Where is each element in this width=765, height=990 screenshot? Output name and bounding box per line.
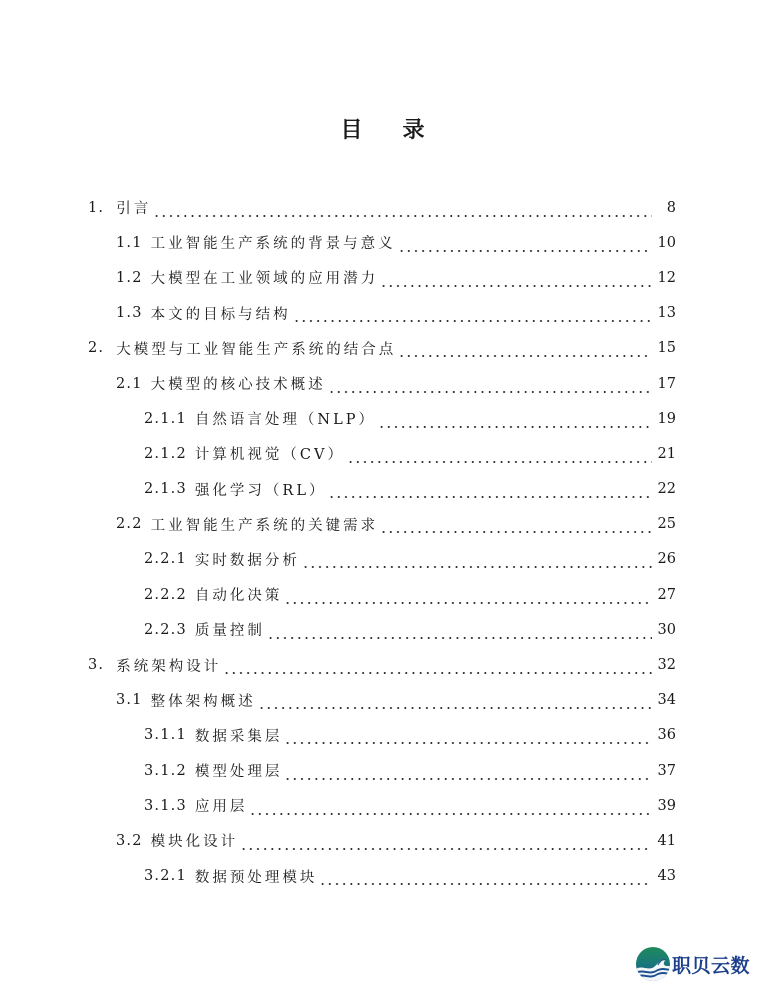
toc-number: 2.1.2 — [144, 445, 187, 462]
toc-page-number: 8 — [666, 199, 676, 216]
dot-leader — [240, 837, 651, 851]
toc-number: 2.2 — [116, 516, 143, 533]
toc-title: 模型处理层 — [194, 764, 283, 781]
toc-title: 本文的目标与结构 — [150, 306, 291, 323]
toc-entry[interactable] — [88, 366, 676, 401]
toc-entry[interactable] — [88, 507, 676, 542]
toc-entry[interactable] — [88, 190, 676, 225]
toc-page-number: 13 — [657, 305, 676, 322]
toc-entry[interactable] — [88, 612, 676, 647]
toc-number: 1.3 — [116, 305, 143, 322]
toc-number: 2.2.2 — [144, 586, 187, 603]
toc-page-number: 30 — [657, 621, 676, 638]
toc-title: 实时数据分析 — [194, 552, 300, 569]
toc-number: 2.1.3 — [144, 481, 187, 498]
toc-page-number: 41 — [657, 832, 676, 849]
toc-title: 自然语言处理（NLP） — [194, 412, 376, 429]
toc-number: 3.1.3 — [144, 797, 187, 814]
toc-number: 2. — [88, 340, 105, 357]
toc-title: 应用层 — [194, 799, 248, 816]
dot-leader — [284, 591, 651, 605]
toc-title: 数据采集层 — [194, 728, 283, 745]
dot-leader — [380, 520, 651, 534]
toc-number: 2.1.1 — [144, 410, 187, 427]
dot-leader — [347, 450, 652, 464]
toc-entry[interactable] — [88, 260, 676, 295]
toc-entry[interactable] — [88, 542, 676, 577]
dot-leader — [293, 309, 652, 323]
toc-entry[interactable] — [88, 647, 676, 682]
toc-number: 3.2 — [116, 832, 143, 849]
toc-title: 工业智能生产系统的背景与意义 — [150, 236, 396, 253]
dot-leader — [328, 380, 652, 394]
toc-page-number: 26 — [657, 551, 676, 568]
title-char-1: 目 — [340, 118, 363, 143]
toc-page-number: 17 — [657, 375, 676, 392]
toc-page-number: 19 — [657, 410, 676, 427]
dot-leader — [319, 872, 651, 886]
toc-title: 工业智能生产系统的关键需求 — [150, 517, 379, 534]
dot-leader — [302, 555, 652, 569]
toc-title: 系统架构设计 — [116, 658, 222, 675]
toc-page-number: 10 — [657, 234, 676, 251]
dot-leader — [249, 802, 651, 816]
toc-number: 3.1.1 — [144, 727, 187, 744]
toc-number: 2.1 — [116, 375, 143, 392]
brand-name: 职贝云数 — [672, 954, 751, 977]
toc-entry[interactable] — [88, 788, 676, 823]
toc-entry[interactable] — [88, 859, 676, 894]
dot-leader — [223, 661, 651, 675]
dot-leader — [378, 415, 652, 429]
table-of-contents — [88, 190, 676, 894]
toc-number: 2.2.1 — [144, 551, 187, 568]
toc-title: 大模型与工业智能生产系统的结合点 — [116, 341, 397, 358]
toc-number: 2.2.3 — [144, 621, 187, 638]
toc-entry[interactable] — [88, 401, 676, 436]
toc-page-number: 12 — [657, 269, 676, 286]
toc-entry[interactable] — [88, 472, 676, 507]
toc-number: 3.2.1 — [144, 868, 187, 885]
toc-title: 整体架构概述 — [150, 693, 256, 710]
toc-entry[interactable] — [88, 753, 676, 788]
toc-entry[interactable] — [88, 436, 676, 471]
page-title — [0, 113, 765, 144]
toc-entry[interactable] — [88, 225, 676, 260]
toc-entry[interactable] — [88, 718, 676, 753]
toc-title: 引言 — [116, 201, 152, 218]
toc-entry[interactable] — [88, 577, 676, 612]
brand-watermark — [636, 947, 750, 981]
dot-leader — [267, 626, 652, 640]
title-char-2: 录 — [402, 118, 425, 143]
dot-leader — [398, 239, 652, 253]
toc-page-number: 22 — [657, 481, 676, 498]
toc-page-number: 37 — [657, 762, 676, 779]
toc-title: 计算机视觉（CV） — [194, 447, 345, 464]
toc-entry[interactable] — [88, 683, 676, 718]
toc-title: 大模型的核心技术概述 — [150, 377, 326, 394]
toc-title: 模块化设计 — [150, 834, 239, 851]
toc-page-number: 27 — [657, 586, 676, 603]
toc-page-number: 34 — [657, 692, 676, 709]
toc-page-number: 21 — [657, 445, 676, 462]
toc-number: 1.2 — [116, 269, 143, 286]
toc-title: 强化学习（RL） — [194, 482, 327, 499]
dot-leader — [284, 767, 651, 781]
toc-page-number: 39 — [657, 797, 676, 814]
toc-title: 数据预处理模块 — [194, 869, 318, 886]
dot-leader — [328, 485, 651, 499]
dot-leader — [398, 344, 651, 358]
dot-leader — [284, 731, 651, 745]
toc-page-number: 43 — [657, 868, 676, 885]
toc-number: 1.1 — [116, 234, 143, 251]
toc-title: 质量控制 — [194, 623, 265, 640]
toc-number: 3.1 — [116, 692, 143, 709]
dot-leader — [258, 696, 652, 710]
toc-number: 3. — [88, 657, 105, 674]
toc-title: 大模型在工业领域的应用潜力 — [150, 271, 379, 288]
toc-entry[interactable] — [88, 331, 676, 366]
toc-title: 自动化决策 — [194, 588, 283, 605]
wave-globe-icon — [636, 947, 670, 981]
toc-page-number: 15 — [657, 340, 676, 357]
toc-page-number: 25 — [657, 516, 676, 533]
toc-number: 3.1.2 — [144, 762, 187, 779]
toc-number: 1. — [88, 199, 105, 216]
toc-entry[interactable] — [88, 823, 676, 858]
toc-page-number: 32 — [657, 657, 676, 674]
dot-leader — [153, 204, 652, 218]
toc-entry[interactable] — [88, 296, 676, 331]
dot-leader — [380, 274, 651, 288]
toc-page-number: 36 — [657, 727, 676, 744]
